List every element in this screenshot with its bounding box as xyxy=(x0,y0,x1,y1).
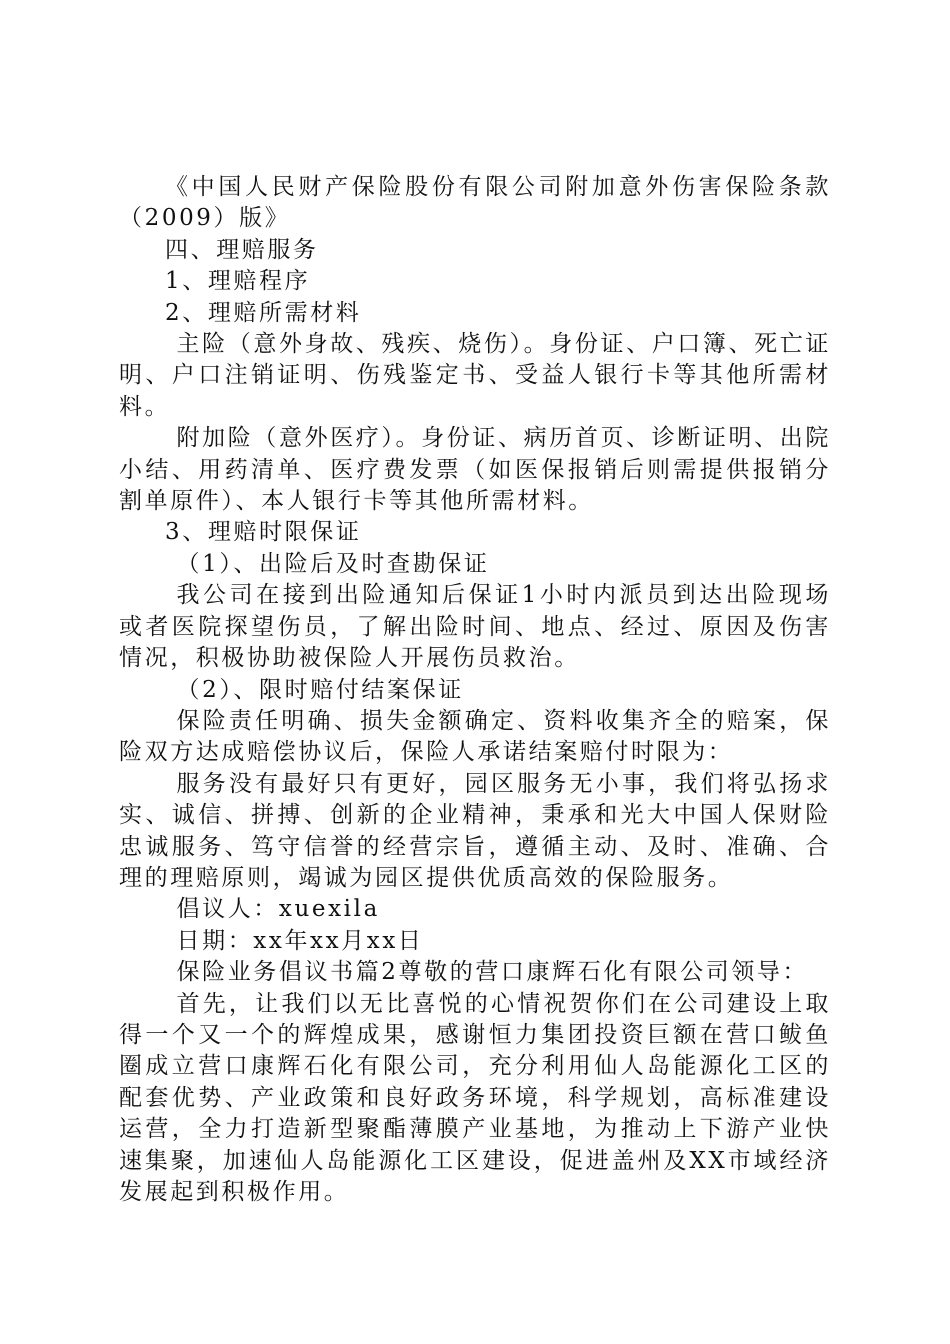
body-paragraph: 首先，让我们以无比喜悦的心情祝贺你们在公司建设上取得一个又一个的辉煌成果，感谢恒力集团投资巨额在营口鲅鱼圈成立营口康辉石化有限公司，充分利用仙人岛能源化工区的配套优势、产业政策和良好政务环境，科学规划，高标准建设运营，全力打造新型聚酯薄膜产业基地，为推动上下游产业快速集聚，加速仙人岛能源化工区建设，促进盖州及XX市域经济发展起到积极作用。 xyxy=(119,990,831,1205)
body-paragraph: 附加险（意外医疗）。身份证、病历首页、诊断证明、出院小结、用药清单、医疗费发票（如医保报销后则需提供报销分割单原件）、本人银行卡等其他所需材料。 xyxy=(119,425,831,515)
section-heading: 四、理赔服务 xyxy=(165,236,319,263)
item-heading: （1）、出险后及时查勘保证 xyxy=(176,550,490,577)
subsection-heading: 3、理赔时限保证 xyxy=(165,519,362,546)
body-paragraph: 主险（意外身故、残疾、烧伤）。身份证、户口簿、死亡证明、户口注销证明、伤残鉴定书、受益人银行卡等其他所需材料。 xyxy=(119,331,831,420)
item-heading: （2）、限时赔付结案保证 xyxy=(176,676,464,703)
letter-greeting: 保险业务倡议书篇2尊敬的营口康辉石化有限公司领导： xyxy=(176,959,809,986)
document-title-paragraph: 《中国人民财产保险股份有限公司附加意外伤害保险条款（2009）版》 xyxy=(119,174,831,232)
subsection-heading: 2、理赔所需材料 xyxy=(165,299,362,326)
body-paragraph: 保险责任明确、损失金额确定、资料收集齐全的赔案，保险双方达成赔偿协议后，保险人承诺结案赔付时限为： xyxy=(119,707,831,766)
document-page xyxy=(119,172,831,1208)
body-paragraph: 服务没有最好只有更好，园区服务无小事，我们将弘扬求实、诚信、拼搏、创新的企业精神，秉承和光大中国人保财险忠诚服务、笃守信誉的经营宗旨，遵循主动、及时、准确、合理的理赔原则，竭诚为园区提供优质高效的保险服务。 xyxy=(119,770,831,891)
subsection-heading: 1、理赔程序 xyxy=(165,268,311,295)
signature-line: 倡议人：xuexila xyxy=(176,896,380,923)
date-line: 日期：xx年xx月xx日 xyxy=(176,927,424,954)
body-paragraph: 我公司在接到出险通知后保证1小时内派员到达出险现场或者医院探望伤员，了解出险时间、地点、经过、原因及伤害情况，积极协助被保险人开展伤员救治。 xyxy=(119,582,831,672)
